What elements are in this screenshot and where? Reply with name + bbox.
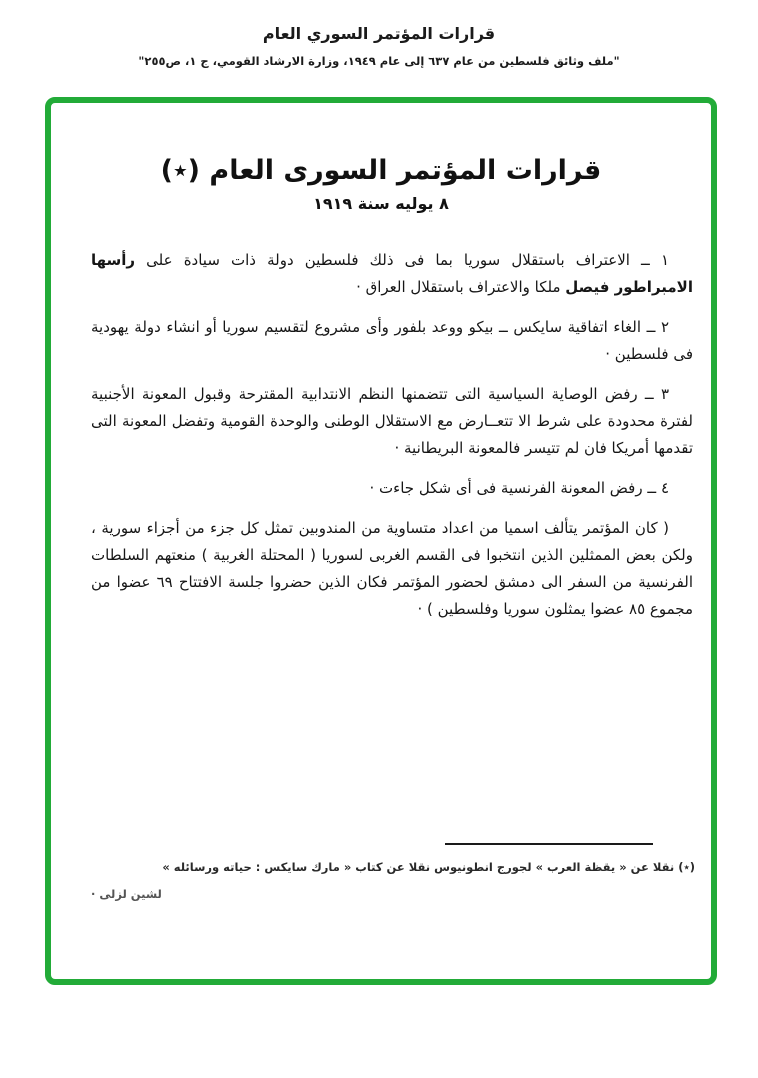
resolution-1 bbox=[91, 247, 693, 301]
resolution-3: ٣ ــ رفض الوصاية السياسية التى تتضمنها النظم الانتدابية المقترحة وقبول المعونة الأجنبية لفترة محدودة على شرط الا تتعــارض مع الاستقلال الوطنى والوحدة القومية وتفضل المعونة التى تقدمها أمريكا فان لم تتيسر فالمعونة البريطانية · bbox=[91, 385, 693, 457]
resolution-1-text: ١ ــ الاعتراف باستقلال سوريا بما فى ذلك فلسطين دولة ذات سيادة على bbox=[135, 251, 669, 269]
header-title: قرارات المؤتمر السوري العام bbox=[262, 24, 496, 43]
header-source-citation: "ملف وثائق فلسطين من عام ٦٣٧ إلى عام ١٩٤٩، وزارة الارشاد القومي، ج ١، ص٢٥٥" bbox=[138, 54, 620, 68]
page-header bbox=[0, 24, 758, 68]
congress-composition-note: ( كان المؤتمر يتألف اسميا من اعداد متساوية من المندوبين تمثل كل جزء من أجزاء سورية ، ولكن بعض الممثلين الذين انتخبوا فى القسم الغربى لسوريا ( المحتلة الغربية ) منعتهم السلطات الفرنسية من السفر الى دمشق لحضور المؤتمر فكان الذين حضروا جلسة الافتتاح ٦٩ عضوا من مجموع ٨٥ عضوا يمثلون سوريا وفلسطين ) · bbox=[91, 519, 693, 618]
resolution-2: ٢ ــ الغاء اتفاقية سايكس ــ بيكو ووعد بلفور وأى مشروع لتقسيم سوريا أو انشاء دولة يهودية فى فلسطين · bbox=[91, 318, 693, 363]
footnote-line-1: (٭) نقلا عن « يقظة العرب » لجورج انطونيوس نقلا عن كتاب « مارك سايكس : حياته ورسائله » bbox=[162, 860, 695, 874]
green-document-frame bbox=[45, 97, 717, 985]
footnote-separator-rule bbox=[445, 843, 653, 845]
document-body bbox=[91, 247, 693, 623]
resolution-4: ٤ ــ رفض المعونة الفرنسية فى أى شكل جاءت · bbox=[369, 479, 669, 497]
document-date: ٨ يوليه سنة ١٩١٩ bbox=[313, 194, 449, 213]
footnote-line-2: لشين لزلى · bbox=[91, 887, 162, 901]
document-title: قرارات المؤتمر السورى العام (٭) bbox=[160, 155, 602, 186]
resolution-1-tail-text: ملكا والاعتراف باستقلال العراق · bbox=[356, 278, 566, 296]
resolution-1-bold-text: رأسها الامبراطور فيصل bbox=[91, 251, 693, 296]
